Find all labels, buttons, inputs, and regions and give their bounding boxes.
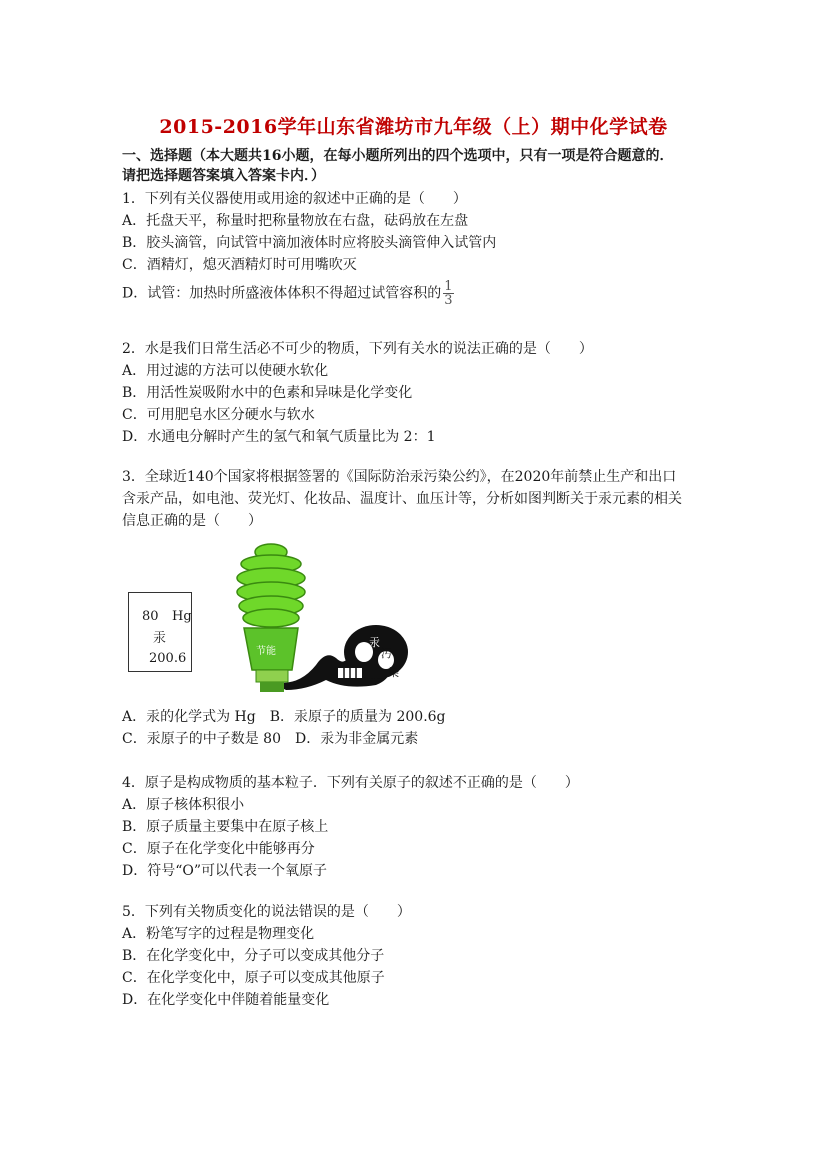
energy-saving-bulb-skull-illustration bbox=[226, 540, 426, 700]
question-4-stem: 4．原子是构成物质的基本粒子．下列有关原子的叙述不正确的是（ ） bbox=[122, 775, 579, 791]
question-4 bbox=[122, 772, 722, 882]
element-symbol: Hg bbox=[172, 609, 192, 624]
question-5-option-a: A．粉笔写字的过程是物理变化 bbox=[122, 926, 315, 942]
question-1-option-b: B．胶头滴管，向试管中滴加液体时应将胶头滴管伸入试管内 bbox=[122, 235, 497, 251]
question-5-stem: 5．下列有关物质变化的说法错误的是（ ） bbox=[122, 904, 411, 920]
skull-text-1: 汞 bbox=[369, 636, 380, 649]
question-3 bbox=[122, 466, 722, 532]
fraction-numerator: 1 bbox=[444, 279, 453, 294]
fraction-one-third bbox=[443, 280, 453, 307]
question-1 bbox=[122, 188, 722, 307]
question-2-option-a: A．用过滤的方法可以使硬水软化 bbox=[122, 363, 329, 379]
bulb-label: 节能 bbox=[256, 646, 276, 657]
element-atomic-mass: 200.6 bbox=[149, 651, 187, 666]
question-3-option-cd: C．汞原子的中子数是 80 D．汞为非金属元素 bbox=[122, 731, 419, 747]
element-card-mercury bbox=[128, 592, 192, 672]
question-4-option-a: A．原子核体积很小 bbox=[122, 797, 245, 813]
section-heading-line2: 请把选择题答案填入答案卡内．） bbox=[122, 168, 325, 184]
skull-text-2: 污 bbox=[381, 647, 392, 660]
question-1-option-d bbox=[122, 280, 722, 307]
element-name: 汞 bbox=[153, 631, 167, 646]
question-5 bbox=[122, 901, 722, 1011]
question-5-option-c: C．在化学变化中，原子可以变成其他原子 bbox=[122, 970, 385, 986]
question-5-option-d: D．在化学变化中伴随着能量变化 bbox=[122, 992, 330, 1008]
section-heading bbox=[122, 146, 712, 186]
question-3-stem-line3: 信息正确的是（ ） bbox=[122, 513, 262, 529]
question-1-option-a: A．托盘天平，称量时把称量物放在右盘，砝码放在左盘 bbox=[122, 213, 469, 229]
question-2 bbox=[122, 338, 722, 448]
element-atomic-number: 80 bbox=[142, 609, 159, 624]
question-4-option-c: C．原子在化学变化中能够再分 bbox=[122, 841, 315, 857]
question-4-option-d: D．符号“O”可以代表一个氧原子 bbox=[122, 863, 328, 879]
question-1-option-d-text: D．试管：加热时所盛液体体积不得超过试管容积的 bbox=[122, 285, 442, 302]
skull-text-3: 染 bbox=[388, 666, 399, 679]
section-heading-line1: 一、选择题（本大题共16小题，在每小题所列出的四个选项中，只有一项是符合题意的． bbox=[122, 148, 674, 164]
question-5-option-b: B．在化学变化中，分子可以变成其他分子 bbox=[122, 948, 385, 964]
question-3-option-ab: A．汞的化学式为 Hg B．汞原子的质量为 200.6g bbox=[122, 709, 446, 725]
question-2-option-b: B．用活性炭吸附水中的色素和异味是化学变化 bbox=[122, 385, 413, 401]
question-4-option-b: B．原子质量主要集中在原子核上 bbox=[122, 819, 329, 835]
question-2-stem: 2．水是我们日常生活必不可少的物质，下列有关水的说法正确的是（ ） bbox=[122, 341, 593, 357]
question-3-options bbox=[122, 706, 722, 750]
question-1-option-c: C．酒精灯，熄灭酒精灯时可用嘴吹灭 bbox=[122, 257, 357, 273]
question-2-option-c: C．可用肥皂水区分硬水与软水 bbox=[122, 407, 315, 423]
question-3-stem-line2: 含汞产品，如电池、荧光灯、化妆品、温度计、血压计等，分析如图判断关于汞元素的相关 bbox=[122, 491, 682, 507]
question-1-stem: 1．下列有关仪器使用或用途的叙述中正确的是（ ） bbox=[122, 191, 467, 207]
question-3-stem-line1: 3．全球近140个国家将根据签署的《国际防治汞污染公约》，在2020年前禁止生产和出口 bbox=[122, 469, 677, 485]
page-title: 2015-2016学年山东省潍坊市九年级（上）期中化学试卷 bbox=[159, 116, 668, 138]
fraction-denominator: 3 bbox=[444, 293, 453, 308]
question-2-option-d: D．水通电分解时产生的氢气和氧气质量比为 2：1 bbox=[122, 429, 436, 445]
